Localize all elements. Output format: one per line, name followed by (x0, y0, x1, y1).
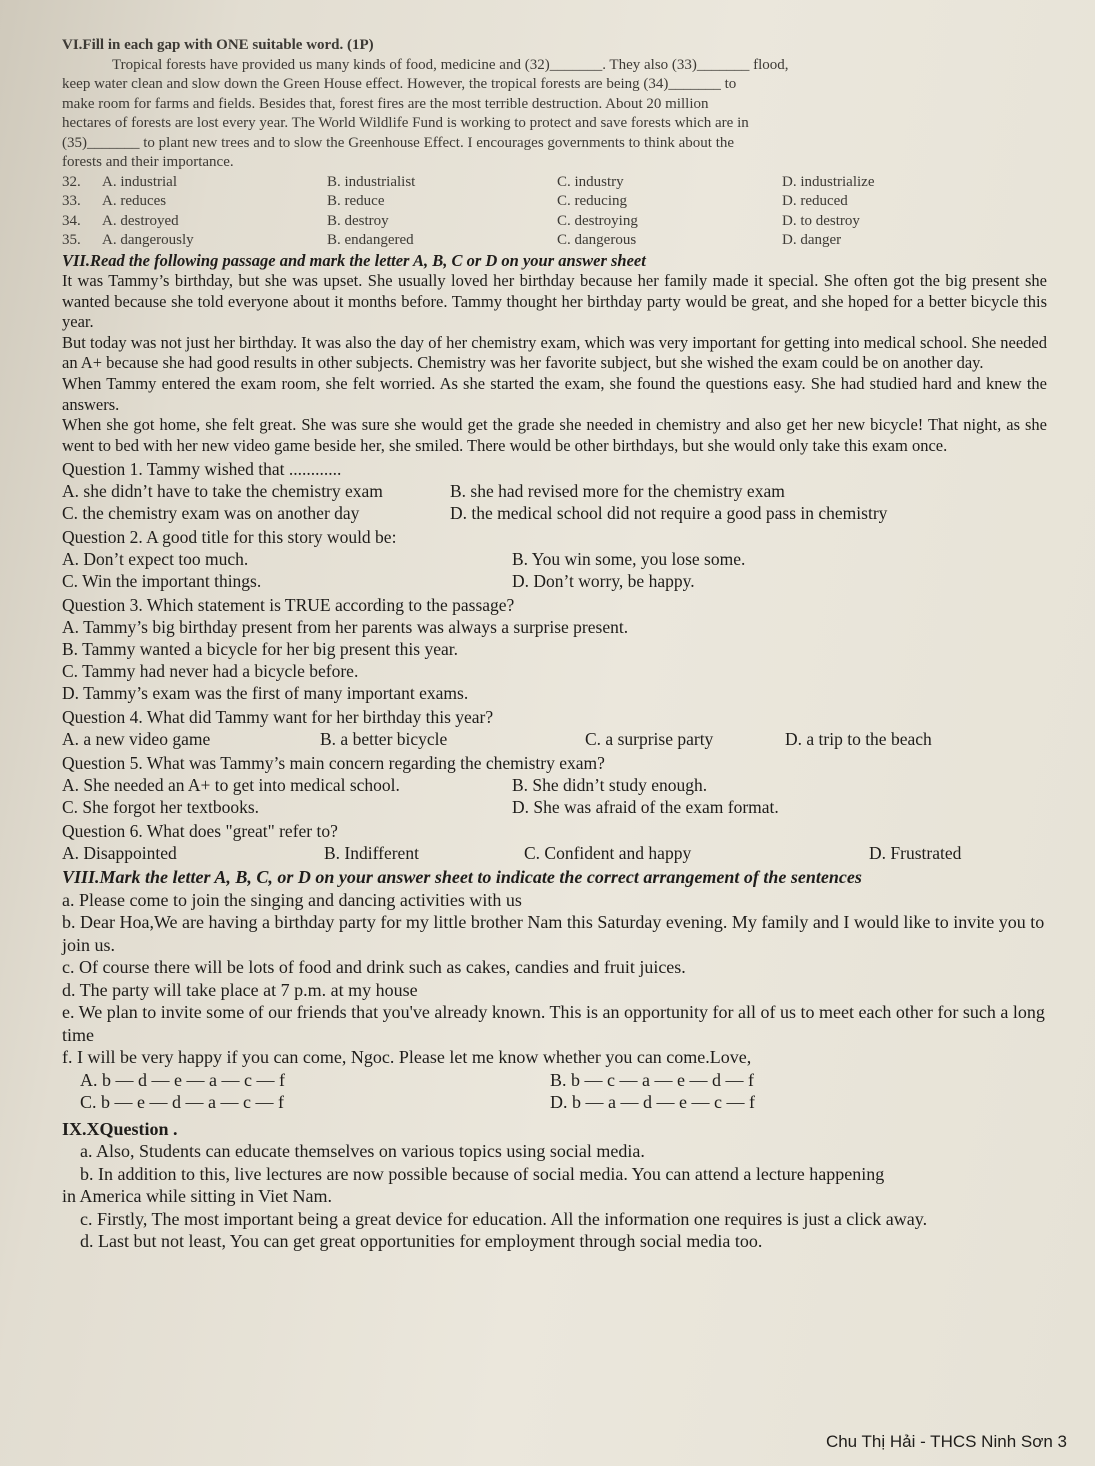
sentence-b-continued: in America while sitting in Viet Nam. (62, 1186, 333, 1207)
section-vii-heading: VII.Read the following passage and mark the letter A, B, C or D on your answer sheet (62, 250, 646, 270)
question-5 (62, 752, 1047, 818)
option-a[interactable]: A. Don’t expect too much. (62, 549, 249, 570)
option-b[interactable]: B. industrialist (327, 173, 416, 190)
section-vi (62, 36, 1047, 251)
option-c[interactable]: C. Tammy had never had a bicycle before. (62, 661, 359, 682)
question-number: 35. (62, 232, 81, 248)
option-d[interactable]: D. the medical school did not require a good pass in chemistry (450, 503, 888, 524)
passage-line: forests and their importance. (62, 154, 234, 170)
arrangement-options (62, 1069, 1047, 1114)
option-b[interactable]: B. Indifferent (324, 843, 419, 864)
option-b[interactable]: B. she had revised more for the chemistry exam (450, 481, 785, 502)
option-b[interactable]: B. You win some, you lose some. (512, 549, 746, 570)
option-d[interactable]: D. industrialize (782, 173, 875, 190)
question-stem: Question 6. What does "great" refer to? (62, 821, 338, 842)
options-row-34 (62, 212, 1047, 232)
passage-line: (35)_______ to plant new trees and to slow the Greenhouse Effect. I encourages governments to think about the (62, 134, 735, 151)
option-b[interactable]: B. She didn’t study enough. (512, 775, 708, 796)
sentence-c: c. Firstly, The most important being a great device for education. All the information one requires is just a click away. (80, 1208, 928, 1229)
question-stem: Question 4. What did Tammy want for her birthday this year? (62, 707, 494, 728)
question-number: 32. (62, 173, 81, 190)
option-d[interactable]: D. Don’t worry, be happy. (512, 571, 695, 592)
section-vi-heading: VI.Fill in each gap with ONE suitable word. (1P) (62, 37, 374, 53)
option-b[interactable]: B. endangered (327, 232, 414, 248)
sentence-b: b. Dear Hoa,We are having a birthday party for my little brother Nam this Saturday evening. My family and I would like to invite you to join us. (62, 912, 1045, 955)
question-2 (62, 526, 1047, 592)
sentence-d: d. Last but not least, You can get great opportunities for employment through social media too. (80, 1231, 763, 1252)
option-c[interactable]: C. dangerous (557, 232, 637, 248)
section-ix (62, 1118, 1047, 1253)
option-a[interactable]: A. industrial (102, 173, 177, 190)
option-b[interactable]: B. Tammy wanted a bicycle for her big present this year. (62, 639, 458, 660)
option-b[interactable]: B. reduce (327, 193, 385, 209)
option-c[interactable]: C. Win the important things. (62, 571, 262, 592)
sentence-e: e. We plan to invite some of our friends that you've already known. This is an opportunity for all of us to meet each other for such a long time (62, 1002, 1045, 1045)
option-d[interactable]: D. Tammy’s exam was the first of many important exams. (62, 683, 469, 704)
passage-line: Tropical forests have provided us many kinds of food, medicine and (32)_______. They also (33)_______ flood, (112, 56, 789, 73)
option-d[interactable]: D. to destroy (782, 212, 860, 229)
option-a[interactable]: A. She needed an A+ to get into medical school. (62, 775, 400, 796)
option-b[interactable]: B. b — c — a — e — d — f (550, 1069, 754, 1090)
option-c[interactable]: C. She forgot her textbooks. (62, 797, 260, 818)
section-viii (62, 866, 1047, 1114)
sentence-f: f. I will be very happy if you can come, Ngoc. Please let me know whether you can come.Love, (62, 1047, 752, 1068)
option-b[interactable]: B. a better bicycle (320, 729, 448, 750)
option-d[interactable]: D. b — a — d — e — c — f (550, 1092, 755, 1113)
question-number: 33. (62, 193, 81, 209)
sentence-a: a. Also, Students can educate themselves on various topics using social media. (80, 1141, 645, 1162)
options-row-33 (62, 192, 1047, 212)
question-4 (62, 706, 1047, 750)
section-ix-heading: IX.XQuestion . (62, 1118, 178, 1139)
options-row-32 (62, 173, 1047, 193)
footer-author: Chu Thị Hải - THCS Ninh Sơn 3 (825, 1432, 1067, 1451)
question-6 (62, 820, 1047, 864)
question-stem: Question 2. A good title for this story would be: (62, 527, 397, 548)
option-a[interactable]: A. she didn’t have to take the chemistry exam (62, 481, 383, 502)
passage-line: keep water clean and slow down the Green House effect. However, the tropical forests are being (34)_______ to (62, 76, 737, 92)
reading-questions (62, 458, 1047, 864)
options-row-35 (62, 231, 1047, 251)
sentence-a: a. Please come to join the singing and dancing activities with us (62, 889, 522, 910)
reading-paragraph: But today was not just her birthday. It was also the day of her chemistry exam, which was very important for getting into medical school. She needed an A+ because she had good results in other subjects. Chemistry was her favorite subject, but she wished the exam could be on another day. (62, 332, 1047, 373)
option-c[interactable]: C. industry (557, 173, 624, 190)
option-c[interactable]: C. destroying (557, 212, 638, 229)
option-c[interactable]: C. Confident and happy (524, 843, 692, 864)
option-a[interactable]: A. b — d — e — a — c — f (80, 1069, 285, 1090)
question-3 (62, 594, 1047, 704)
option-c[interactable]: C. a surprise party (585, 729, 714, 750)
option-d[interactable]: D. danger (782, 232, 842, 248)
section-vii (62, 251, 1047, 457)
option-d[interactable]: D. She was afraid of the exam format. (512, 797, 779, 818)
sentence-c: c. Of course there will be lots of food and drink such as cakes, candies and fruit juices. (62, 957, 686, 978)
sentence-d: d. The party will take place at 7 p.m. at my house (62, 979, 418, 1000)
option-d[interactable]: D. reduced (782, 193, 848, 209)
section-viii-heading: VIII.Mark the letter A, B, C, or D on your answer sheet to indicate the correct arrangement of the sentences (62, 867, 862, 888)
option-d[interactable]: D. Frustrated (869, 843, 962, 864)
reading-paragraph: When she got home, she felt great. She was sure she would get the grade she needed in chemistry and also get her new bicycle! That night, as she went to bed with her new video game beside her, she smiled. There would be other birthdays, but she would only take this exam once. (62, 415, 1047, 455)
sentence-b: b. In addition to this, live lectures are now possible because of social media. You can attend a lecture happening (80, 1163, 885, 1184)
passage-line: hectares of forests are lost every year. The World Wildlife Fund is working to protect and save forests which are in (62, 115, 749, 131)
reading-paragraph: It was Tammy’s birthday, but she was upset. She usually loved her birthday because her family made it special. She often got the big present she wanted because she told everyone about it months before. Tammy thought her birthday party would be great, and she hoped for a better bicycle this year. (62, 271, 1047, 332)
option-a[interactable]: A. a new video game (62, 729, 211, 750)
option-a[interactable]: A. Disappointed (62, 843, 177, 864)
option-a[interactable]: A. dangerously (102, 232, 194, 248)
question-stem: Question 3. Which statement is TRUE according to the passage? (62, 595, 515, 616)
question-1 (62, 458, 1047, 524)
option-a[interactable]: A. reduces (102, 193, 167, 209)
option-b[interactable]: B. destroy (327, 212, 389, 229)
option-d[interactable]: D. a trip to the beach (785, 729, 932, 750)
passage-line: make room for farms and fields. Besides that, forest fires are the most terrible destruction. About 20 million (62, 95, 709, 112)
option-a[interactable]: A. Tammy’s big birthday present from her parents was always a surprise present. (62, 617, 629, 638)
option-a[interactable]: A. destroyed (102, 212, 179, 229)
reading-paragraph: When Tammy entered the exam room, she felt worried. As she started the exam, she found the questions easy. She had studied hard and knew the answers. (62, 374, 1047, 414)
question-stem: Question 1. Tammy wished that ............ (62, 459, 342, 480)
option-c[interactable]: C. b — e — d — a — c — f (80, 1092, 284, 1113)
worksheet-content (62, 36, 1047, 1253)
option-c[interactable]: C. reducing (557, 193, 627, 209)
question-number: 34. (62, 212, 81, 229)
option-c[interactable]: C. the chemistry exam was on another day (62, 503, 360, 524)
question-stem: Question 5. What was Tammy’s main concern regarding the chemistry exam? (62, 753, 605, 774)
